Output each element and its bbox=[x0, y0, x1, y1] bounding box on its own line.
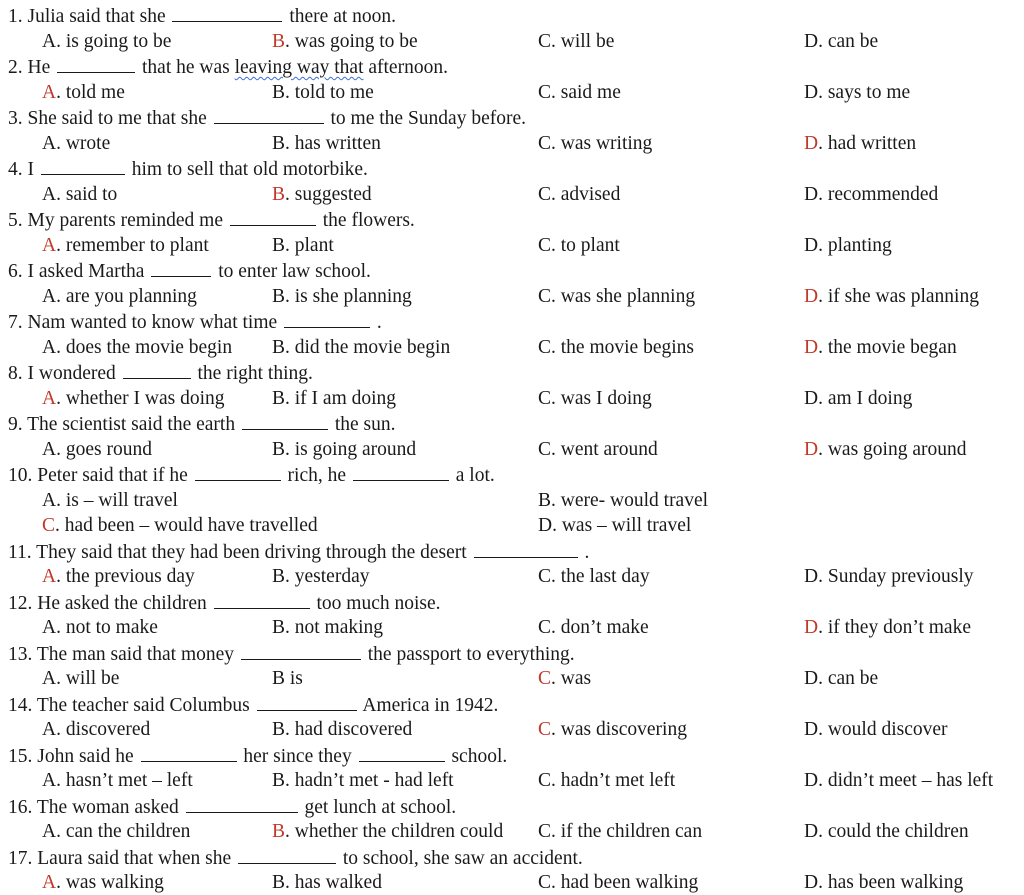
option-c[interactable] bbox=[538, 819, 702, 844]
answer-blank[interactable] bbox=[123, 360, 191, 379]
stem-text: 6. I asked Martha bbox=[8, 261, 145, 282]
question-stem bbox=[8, 539, 1024, 564]
option-text: . whether the children could bbox=[285, 821, 504, 842]
option-text: . had been – would have travelled bbox=[55, 515, 318, 536]
stem-text: 1. Julia said that she bbox=[8, 6, 166, 27]
option-text: . if they don’t make bbox=[818, 617, 971, 638]
option-c[interactable] bbox=[538, 386, 652, 411]
answer-blank[interactable] bbox=[41, 156, 125, 175]
question-stem bbox=[8, 411, 1024, 436]
option-letter: C bbox=[538, 821, 552, 842]
option-letter: C bbox=[538, 285, 552, 307]
option-text: . whether I was doing bbox=[56, 387, 225, 409]
option-c[interactable] bbox=[538, 233, 620, 258]
option-d[interactable] bbox=[804, 717, 948, 742]
question-stem bbox=[8, 207, 1024, 232]
option-text: . the movie begins bbox=[551, 336, 694, 358]
option-b[interactable] bbox=[272, 233, 334, 258]
option-text: . recommended bbox=[818, 183, 939, 205]
stem-text: get lunch at school. bbox=[304, 796, 457, 818]
question-stem bbox=[8, 156, 1024, 181]
option-text: . advised bbox=[551, 183, 621, 205]
answer-blank[interactable] bbox=[230, 207, 316, 226]
option-text: . was going around bbox=[818, 438, 967, 460]
option-text: . were- would travel bbox=[551, 489, 709, 511]
option-text: . can the children bbox=[56, 821, 191, 842]
option-d[interactable] bbox=[804, 335, 957, 360]
option-b[interactable] bbox=[272, 386, 396, 411]
stem-text: the passport to everything. bbox=[367, 643, 575, 665]
stem-text: the right thing. bbox=[197, 363, 313, 384]
option-d[interactable] bbox=[804, 870, 963, 895]
option-letter: A bbox=[42, 81, 57, 103]
option-letter: B bbox=[272, 285, 286, 307]
option-letter: A bbox=[42, 617, 57, 638]
options-row bbox=[0, 29, 1024, 54]
option-text: . said to bbox=[56, 183, 118, 205]
stem-text: 7. Nam wanted to know what time bbox=[8, 312, 278, 333]
option-b[interactable] bbox=[272, 437, 416, 462]
option-d[interactable] bbox=[804, 437, 967, 462]
question-stem bbox=[8, 641, 1024, 666]
option-a[interactable] bbox=[42, 131, 110, 156]
stem-text: 8. I wondered bbox=[8, 363, 116, 384]
stem-text: rich, he bbox=[287, 465, 347, 486]
stem-text: 17. Laura said that when she bbox=[8, 847, 232, 869]
question-stem bbox=[8, 590, 1024, 615]
options-row bbox=[0, 284, 1024, 309]
question-stem bbox=[8, 309, 1024, 334]
option-c[interactable] bbox=[538, 615, 649, 640]
option-letter: C bbox=[538, 438, 552, 460]
option-letter: B bbox=[272, 566, 286, 587]
option-letter: D bbox=[538, 515, 553, 536]
option-b[interactable] bbox=[272, 666, 303, 691]
options-row bbox=[0, 615, 1024, 640]
option-a[interactable] bbox=[42, 768, 193, 793]
option-letter: B bbox=[272, 234, 286, 256]
option-text: . has been walking bbox=[818, 872, 964, 893]
option-letter: A bbox=[42, 719, 57, 740]
option-text: . don’t make bbox=[551, 617, 649, 638]
option-letter: A bbox=[42, 183, 57, 205]
stem-text: 11. They said that they had been driving through the desert bbox=[8, 541, 467, 563]
answer-blank[interactable] bbox=[242, 411, 328, 430]
options-row bbox=[0, 437, 1024, 462]
option-text: . wrote bbox=[56, 132, 111, 154]
option-b[interactable] bbox=[272, 564, 369, 589]
answer-blank[interactable] bbox=[214, 105, 324, 124]
option-d[interactable] bbox=[804, 182, 938, 207]
option-a[interactable] bbox=[42, 488, 178, 513]
option-text: . to plant bbox=[551, 234, 620, 256]
option-text: . is going to be bbox=[56, 30, 172, 52]
option-a[interactable] bbox=[42, 233, 209, 258]
option-a[interactable] bbox=[42, 437, 152, 462]
option-b[interactable] bbox=[272, 80, 374, 105]
option-text: . told me bbox=[56, 81, 125, 103]
option-letter: B bbox=[272, 770, 286, 791]
question-stem bbox=[8, 794, 1024, 819]
option-letter: B bbox=[272, 336, 286, 358]
option-text: . the movie began bbox=[818, 336, 957, 358]
option-c[interactable] bbox=[538, 564, 650, 589]
option-b[interactable] bbox=[272, 335, 450, 360]
option-letter: B bbox=[272, 719, 286, 740]
option-c[interactable] bbox=[538, 29, 614, 54]
option-letter: D bbox=[804, 285, 819, 307]
option-d[interactable] bbox=[538, 513, 691, 538]
stem-text: too much noise. bbox=[316, 592, 441, 614]
option-letter: A bbox=[42, 872, 57, 893]
option-d[interactable] bbox=[804, 131, 916, 156]
option-text: . can be bbox=[818, 668, 879, 689]
stem-text: America in 1942. bbox=[362, 694, 499, 716]
option-text: . Sunday previously bbox=[818, 566, 974, 587]
option-letter: D bbox=[804, 566, 819, 587]
options-row bbox=[0, 488, 1024, 513]
option-text: . discovered bbox=[56, 719, 151, 740]
answer-blank[interactable] bbox=[172, 3, 282, 22]
option-letter: D bbox=[804, 234, 819, 256]
option-d[interactable] bbox=[804, 80, 910, 105]
option-a[interactable] bbox=[42, 666, 119, 691]
option-d[interactable] bbox=[804, 284, 979, 309]
option-text: . not making bbox=[285, 617, 384, 638]
option-text: . will be bbox=[551, 30, 615, 52]
option-c[interactable] bbox=[538, 182, 620, 207]
options-row bbox=[0, 131, 1024, 156]
stem-text: 14. The teacher said Columbus bbox=[8, 694, 250, 716]
option-d[interactable] bbox=[804, 666, 878, 691]
stem-text: a lot. bbox=[455, 465, 495, 486]
options-row bbox=[0, 819, 1024, 844]
option-letter: D bbox=[804, 872, 819, 893]
option-c[interactable] bbox=[538, 437, 658, 462]
option-text: . told to me bbox=[285, 81, 374, 103]
option-letter: C bbox=[538, 183, 552, 205]
option-text: . could the children bbox=[818, 821, 969, 842]
option-text: . is – will travel bbox=[56, 489, 178, 511]
option-letter: C bbox=[42, 515, 56, 536]
option-letter: B bbox=[538, 489, 552, 511]
option-letter: D bbox=[804, 668, 819, 689]
option-letter: B bbox=[272, 81, 286, 103]
option-letter: C bbox=[538, 30, 552, 52]
question-stem bbox=[8, 845, 1024, 870]
option-text: . am I doing bbox=[818, 387, 913, 409]
option-b[interactable] bbox=[272, 284, 412, 309]
option-c[interactable] bbox=[538, 768, 675, 793]
option-letter: D bbox=[804, 387, 819, 409]
stem-text: him to sell that old motorbike. bbox=[131, 159, 368, 180]
option-text: . was I doing bbox=[551, 387, 652, 409]
option-c[interactable] bbox=[538, 717, 687, 742]
stem-text: 13. The man said that money bbox=[8, 643, 235, 665]
option-c[interactable] bbox=[538, 666, 591, 691]
option-text: . was going to be bbox=[285, 30, 418, 52]
options-row bbox=[0, 233, 1024, 258]
option-a[interactable] bbox=[42, 80, 125, 105]
option-a[interactable] bbox=[42, 819, 190, 844]
option-text: . was walking bbox=[56, 872, 164, 893]
option-a[interactable] bbox=[42, 182, 117, 207]
options-row bbox=[0, 182, 1024, 207]
option-letter: B bbox=[272, 617, 286, 638]
option-text: . was discovering bbox=[551, 719, 687, 740]
option-text: . not to make bbox=[56, 617, 158, 638]
option-letter: C bbox=[538, 387, 552, 409]
answer-blank[interactable] bbox=[474, 539, 578, 558]
option-text: . plant bbox=[285, 234, 334, 256]
option-letter: B bbox=[272, 183, 286, 205]
stem-text: 15. John said he bbox=[8, 745, 134, 767]
option-b[interactable] bbox=[272, 131, 381, 156]
option-d[interactable] bbox=[804, 233, 892, 258]
option-text: . did the movie begin bbox=[285, 336, 451, 358]
option-d[interactable] bbox=[804, 564, 974, 589]
answer-blank[interactable] bbox=[141, 743, 237, 762]
option-text: . goes round bbox=[56, 438, 152, 460]
option-letter: A bbox=[42, 438, 57, 460]
option-a[interactable] bbox=[42, 615, 158, 640]
stem-text: . bbox=[584, 541, 590, 563]
answer-blank[interactable] bbox=[257, 692, 357, 711]
option-letter: B bbox=[272, 438, 286, 460]
option-text: . was she planning bbox=[551, 285, 696, 307]
option-letter: D bbox=[804, 617, 819, 638]
stem-text: school. bbox=[451, 745, 508, 767]
option-letter: A bbox=[42, 668, 57, 689]
stem-text: the sun. bbox=[334, 414, 396, 435]
answer-blank[interactable] bbox=[151, 258, 211, 277]
option-b[interactable] bbox=[538, 488, 708, 513]
stem-text: afternoon. bbox=[368, 57, 448, 78]
option-text: . remember to plant bbox=[56, 234, 209, 256]
option-text: . if the children can bbox=[551, 821, 703, 842]
answer-blank[interactable] bbox=[238, 845, 336, 864]
option-letter: A bbox=[42, 285, 57, 307]
option-b[interactable] bbox=[272, 768, 454, 793]
option-letter: A bbox=[42, 30, 57, 52]
option-text: . didn’t meet – has left bbox=[818, 770, 994, 791]
stem-text: to me the Sunday before. bbox=[330, 108, 527, 129]
options-row bbox=[0, 80, 1024, 105]
option-text: . had been walking bbox=[551, 872, 699, 893]
option-c[interactable] bbox=[538, 80, 621, 105]
options-row bbox=[0, 513, 1024, 538]
option-text: . if she was planning bbox=[818, 285, 979, 307]
option-letter: B bbox=[272, 872, 286, 893]
question-stem bbox=[8, 462, 1024, 487]
option-text: . yesterday bbox=[285, 566, 370, 587]
option-letter: C bbox=[538, 617, 552, 638]
option-d[interactable] bbox=[804, 768, 993, 793]
option-d[interactable] bbox=[804, 29, 878, 54]
option-letter: A bbox=[42, 770, 57, 791]
stem-text: 3. She said to me that she bbox=[8, 108, 207, 129]
option-letter: D bbox=[804, 132, 819, 154]
question-stem bbox=[8, 3, 1024, 28]
option-letter: D bbox=[804, 821, 819, 842]
options-row bbox=[0, 870, 1024, 895]
option-text: . suggested bbox=[285, 183, 372, 205]
stem-text: 9. The scientist said the earth bbox=[8, 414, 236, 435]
option-a[interactable] bbox=[42, 386, 225, 411]
option-text: . are you planning bbox=[56, 285, 197, 307]
option-letter: D bbox=[804, 183, 819, 205]
option-letter: D bbox=[804, 336, 819, 358]
option-text: is bbox=[285, 668, 303, 689]
answer-blank[interactable] bbox=[284, 309, 370, 328]
option-text: . was bbox=[551, 668, 592, 689]
answer-blank[interactable] bbox=[57, 54, 135, 73]
option-text: . the last day bbox=[551, 566, 650, 587]
option-b[interactable] bbox=[272, 29, 418, 54]
options-row bbox=[0, 666, 1024, 691]
option-letter: A bbox=[42, 489, 57, 511]
option-a[interactable] bbox=[42, 284, 197, 309]
answer-blank[interactable] bbox=[241, 641, 361, 660]
option-letter: C bbox=[538, 872, 552, 893]
option-text: . can be bbox=[818, 30, 879, 52]
option-text: . hadn’t met left bbox=[551, 770, 676, 791]
answer-blank[interactable] bbox=[195, 462, 281, 481]
stem-text: 12. He asked the children bbox=[8, 592, 207, 614]
question-stem bbox=[8, 743, 1024, 768]
option-text: . has walked bbox=[285, 872, 382, 893]
option-letter: D bbox=[804, 30, 819, 52]
option-text: . had discovered bbox=[285, 719, 413, 740]
option-letter: C bbox=[538, 336, 552, 358]
option-letter: B bbox=[272, 668, 286, 689]
question-stem bbox=[8, 258, 1024, 283]
option-a[interactable] bbox=[42, 335, 232, 360]
option-d[interactable] bbox=[804, 819, 969, 844]
stem-text: 5. My parents reminded me bbox=[8, 210, 223, 231]
option-d[interactable] bbox=[804, 615, 971, 640]
option-letter: C bbox=[538, 668, 552, 689]
stem-text: leaving way that bbox=[234, 57, 364, 78]
answer-blank[interactable] bbox=[214, 590, 310, 609]
option-letter: A bbox=[42, 132, 57, 154]
option-b[interactable] bbox=[272, 870, 382, 895]
stem-text: her since they bbox=[243, 745, 352, 767]
option-c[interactable] bbox=[538, 335, 694, 360]
option-a[interactable] bbox=[42, 717, 150, 742]
option-text: . hadn’t met - had left bbox=[285, 770, 454, 791]
option-b[interactable] bbox=[272, 182, 372, 207]
option-text: . hasn’t met – left bbox=[56, 770, 193, 791]
option-a[interactable] bbox=[42, 29, 171, 54]
stem-text: 2. He bbox=[8, 57, 51, 78]
options-row bbox=[0, 564, 1024, 589]
option-text: . the previous day bbox=[56, 566, 195, 587]
option-text: . is she planning bbox=[285, 285, 412, 307]
option-b[interactable] bbox=[272, 819, 503, 844]
option-c[interactable] bbox=[538, 284, 695, 309]
option-b[interactable] bbox=[272, 717, 412, 742]
option-text: . will be bbox=[56, 668, 120, 689]
option-letter: A bbox=[42, 821, 57, 842]
stem-text: there at noon. bbox=[289, 6, 397, 27]
option-text: . planting bbox=[818, 234, 892, 256]
answer-blank[interactable] bbox=[353, 462, 449, 481]
option-letter: C bbox=[538, 566, 552, 587]
stem-text: 16. The woman asked bbox=[8, 796, 179, 818]
option-text: . went around bbox=[551, 438, 658, 460]
option-letter: C bbox=[538, 81, 552, 103]
question-stem bbox=[8, 692, 1024, 717]
options-row bbox=[0, 335, 1024, 360]
options-row bbox=[0, 717, 1024, 742]
option-letter: D bbox=[804, 770, 819, 791]
option-letter: C bbox=[538, 234, 552, 256]
stem-text: . bbox=[376, 312, 382, 333]
option-letter: A bbox=[42, 234, 57, 256]
option-text: . was – will travel bbox=[552, 515, 692, 536]
option-text: . has written bbox=[285, 132, 381, 154]
answer-blank[interactable] bbox=[359, 743, 445, 762]
option-letter: D bbox=[804, 719, 819, 740]
options-row bbox=[0, 768, 1024, 793]
option-letter: C bbox=[538, 719, 552, 740]
option-letter: B bbox=[272, 821, 286, 842]
option-c[interactable] bbox=[42, 513, 318, 538]
option-text: . says to me bbox=[818, 81, 911, 103]
stem-text: the flowers. bbox=[322, 210, 415, 231]
option-letter: A bbox=[42, 387, 57, 409]
option-c[interactable] bbox=[538, 870, 698, 895]
option-letter: C bbox=[538, 770, 552, 791]
answer-blank[interactable] bbox=[186, 794, 298, 813]
stem-text: 4. I bbox=[8, 159, 34, 180]
option-letter: A bbox=[42, 566, 57, 587]
option-letter: D bbox=[804, 438, 819, 460]
option-letter: B bbox=[272, 387, 286, 409]
option-text: . said me bbox=[551, 81, 621, 103]
question-stem bbox=[8, 360, 1024, 385]
option-letter: B bbox=[272, 132, 286, 154]
option-c[interactable] bbox=[538, 131, 652, 156]
option-text: . had written bbox=[818, 132, 917, 154]
option-letter: C bbox=[538, 132, 552, 154]
option-d[interactable] bbox=[804, 386, 912, 411]
option-letter: B bbox=[272, 30, 286, 52]
options-row bbox=[0, 386, 1024, 411]
option-text: . is going around bbox=[285, 438, 417, 460]
option-text: . does the movie begin bbox=[56, 336, 233, 358]
option-text: . if I am doing bbox=[285, 387, 397, 409]
stem-text: that he was bbox=[142, 57, 230, 78]
question-stem bbox=[8, 54, 1024, 79]
option-a[interactable] bbox=[42, 564, 195, 589]
stem-text: to school, she saw an accident. bbox=[342, 847, 583, 869]
option-text: . would discover bbox=[818, 719, 948, 740]
option-letter: A bbox=[42, 336, 57, 358]
option-a[interactable] bbox=[42, 870, 164, 895]
option-b[interactable] bbox=[272, 615, 383, 640]
option-text: . was writing bbox=[551, 132, 653, 154]
option-letter: D bbox=[804, 81, 819, 103]
question-stem bbox=[8, 105, 1024, 130]
stem-text: to enter law school. bbox=[218, 261, 371, 282]
stem-text: 10. Peter said that if he bbox=[8, 465, 188, 486]
